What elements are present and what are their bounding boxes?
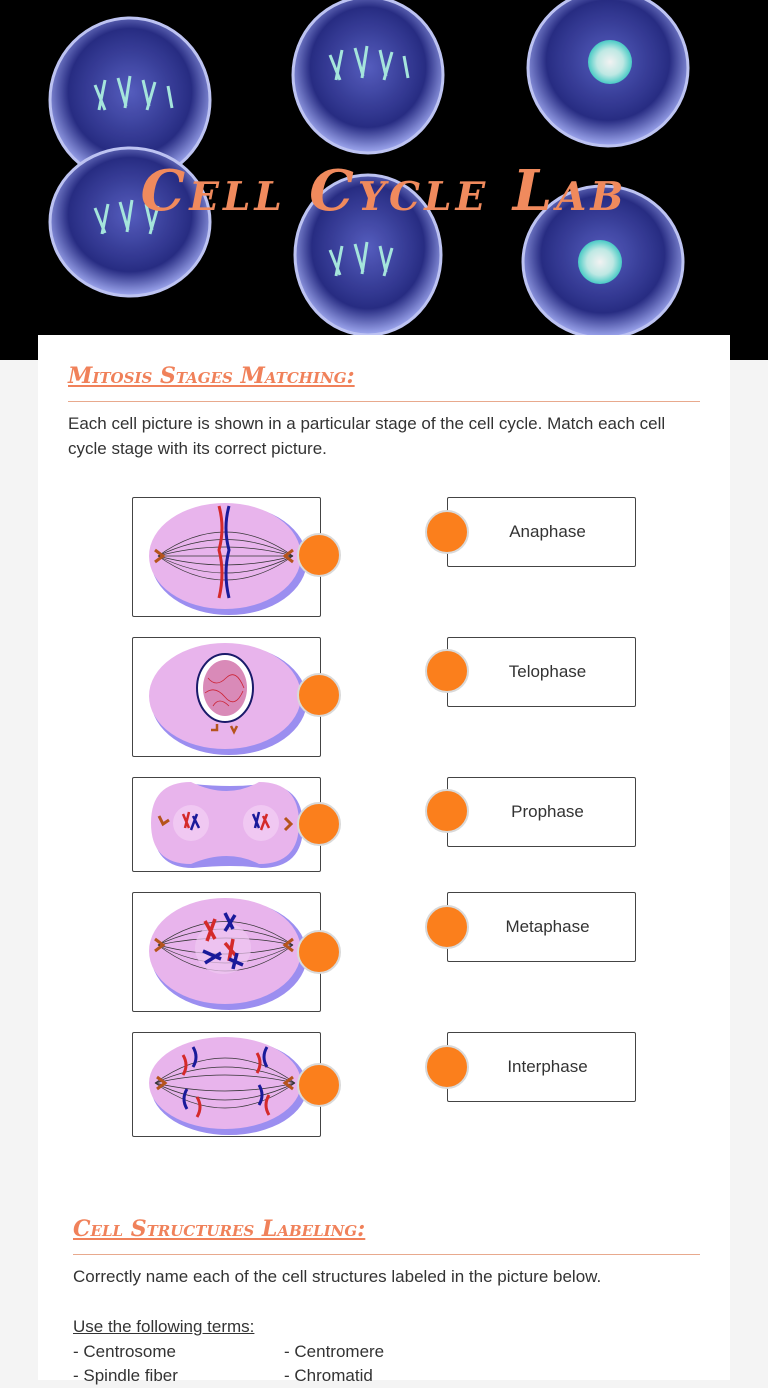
term-item: - Chromatid	[284, 1366, 373, 1385]
cell-picture-2	[132, 637, 321, 757]
term-5-connector-dot[interactable]	[425, 1045, 469, 1089]
terms-heading: Use the following terms:	[73, 1317, 255, 1336]
term-box-3	[447, 777, 636, 847]
picture-5-connector-dot[interactable]	[297, 1063, 341, 1107]
terms-list-right	[284, 1340, 384, 1388]
picture-4-connector-dot[interactable]	[297, 930, 341, 974]
term-item: - Spindle fiber	[73, 1366, 178, 1385]
term-label: Metaphase	[505, 917, 590, 936]
cell-picture-3	[132, 777, 321, 872]
section-title-structures: Cell Structures Labeling:	[73, 1216, 366, 1242]
divider	[68, 401, 700, 402]
telophase-cell-image	[133, 778, 322, 873]
cell-picture-5	[132, 1032, 321, 1137]
term-box-4	[447, 892, 636, 962]
picture-2-connector-dot[interactable]	[297, 673, 341, 717]
term-4-connector-dot[interactable]	[425, 905, 469, 949]
term-label: Anaphase	[509, 522, 586, 541]
term-box-1	[447, 497, 636, 567]
term-item: - Centromere	[284, 1342, 385, 1361]
terms-list-left	[73, 1340, 178, 1388]
section-title-mitosis: Mitosis Stages Matching:	[68, 363, 355, 389]
term-label: Prophase	[511, 802, 584, 821]
term-box-5	[447, 1032, 636, 1102]
anaphase-cell-image	[133, 1033, 322, 1138]
term-3-connector-dot[interactable]	[425, 789, 469, 833]
section-instructions: Each cell picture is shown in a particular stage of the cell cycle. Match each cell cycle stage with its correct picture.	[68, 414, 666, 458]
header-banner	[0, 0, 768, 360]
page-title: Cell Cycle Lab	[140, 158, 628, 224]
prophase-cell-image	[133, 893, 322, 1013]
term-item: - Centrosome	[73, 1342, 176, 1361]
term-label: Telophase	[508, 662, 587, 681]
term-label: Interphase	[507, 1057, 588, 1076]
picture-3-connector-dot[interactable]	[297, 802, 341, 846]
divider	[73, 1254, 700, 1255]
term-1-connector-dot[interactable]	[425, 510, 469, 554]
term-2-connector-dot[interactable]	[425, 649, 469, 693]
metaphase-cell-image	[133, 498, 322, 618]
worksheet-card	[38, 335, 730, 1385]
cell-picture-1	[132, 497, 321, 617]
term-box-2	[447, 637, 636, 707]
cell-picture-4	[132, 892, 321, 1012]
interphase-cell-image	[133, 638, 322, 758]
picture-1-connector-dot[interactable]	[297, 533, 341, 577]
section2-instructions: Correctly name each of the cell structures labeled in the picture below.	[73, 1267, 602, 1286]
